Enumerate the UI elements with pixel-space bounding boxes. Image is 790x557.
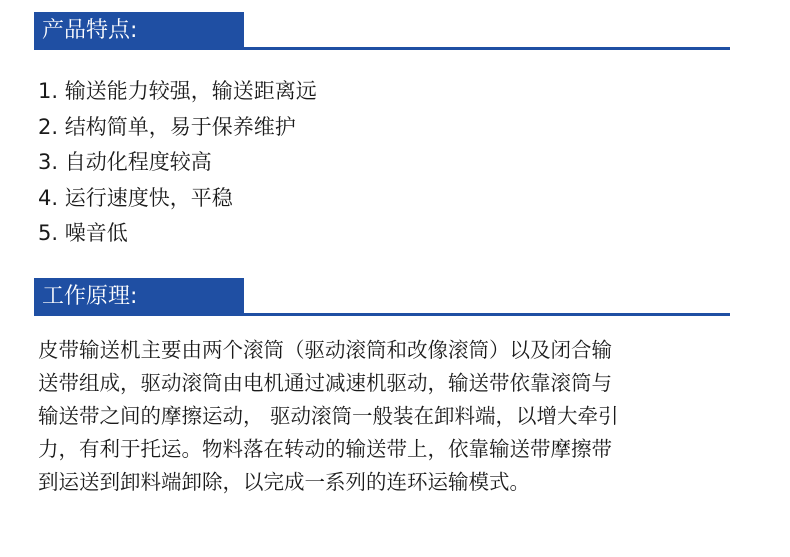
principle-paragraph: [38, 334, 738, 499]
features-section-header: [34, 12, 730, 50]
features-divider: [34, 47, 730, 50]
principle-title: 工作原理:: [34, 278, 244, 316]
principle-line: 力，有利于托运。物料落在转动的输送带上，依靠输送带摩擦带: [38, 437, 612, 461]
principle-line: 皮带输送机主要由两个滚筒（驱动滚筒和改像滚筒）以及闭合输: [38, 338, 612, 362]
principle-line: 送带组成，驱动滚筒由电机通过减速机驱动，输送带依靠滚筒与: [38, 371, 612, 395]
principle-section-header: [34, 278, 730, 316]
feature-item: 2. 结构简单，易于保养维护: [38, 114, 296, 139]
feature-item: 4. 运行速度快，平稳: [38, 185, 233, 210]
principle-divider: [34, 313, 730, 316]
principle-line: 到运送到卸料端卸除，以完成一系列的连环运输模式。: [38, 470, 530, 494]
features-title: 产品特点:: [34, 12, 244, 50]
feature-item: 5. 噪音低: [38, 221, 128, 245]
feature-item: 1. 输送能力较强，输送距离远: [38, 79, 317, 103]
feature-list: [38, 74, 317, 252]
principle-line: 输送带之间的摩擦运动， 驱动滚筒一般装在卸料端，以增大牵引: [38, 404, 619, 428]
feature-item: 3. 自动化程度较高: [38, 150, 212, 174]
